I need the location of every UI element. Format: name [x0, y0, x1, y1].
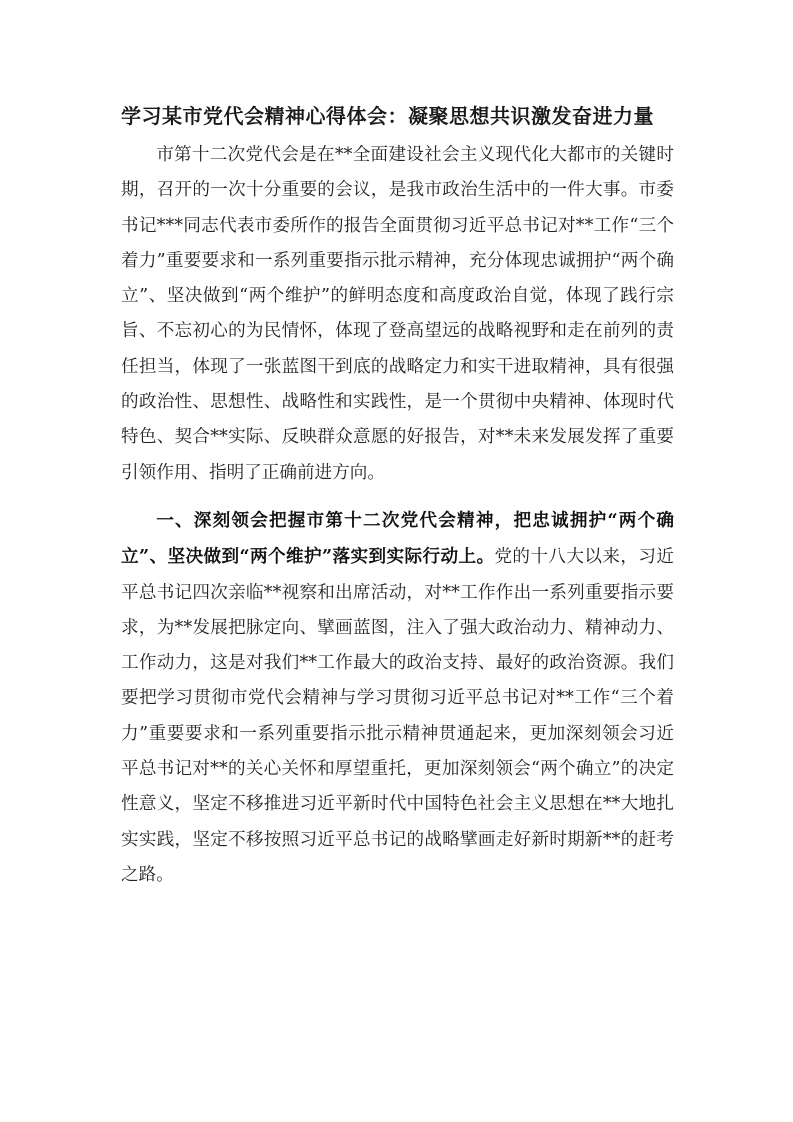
intro-paragraph: 市第十二次党代会是在**全面建设社会主义现代化大都市的关键时期，召开的一次十分重要的会议，是我市政治生活中的一件大事。市委书记***同志代表市委所作的报告全面贯彻习近平总书记对**工作“三个着力”重要要求和一系列重要指示批示精神，充分体现忠诚拥护“两个确立”、坚决做到“两个维护”的鲜明态度和高度政治自觉，体现了践行宗旨、不忘初心的为民情怀，体现了登高望远的战略视野和走在前列的责任担当，体现了一张蓝图干到底的战略定力和实干进取精神，具有很强的政治性、思想性、战略性和实践性，是一个贯彻中央精神、体现时代特色、契合**实际、反映群众意愿的好报告，对**未来发展发挥了重要引领作用、指明了正确前进方向。	[121, 145, 674, 483]
section-1-paragraph	[121, 503, 674, 893]
document-body	[121, 100, 674, 905]
document-title: 学习某市党代会精神心得体会：凝聚思想共识激发奋进力量	[121, 104, 654, 128]
section-1-body: 党的十八大以来，习近平总书记四次亲临**视察和出席活动，对**工作作出一系列重要指示要求，为**发展把脉定向、擘画蓝图，注入了强大政治动力、精神动力、工作动力，这是对我们**工作最大的政治支持、最好的政治资源。我们要把学习贯彻市党代会精神与学习贯彻习近平总书记对**工作“三个着力”重要要求和一系列重要指示批示精神贯通起来，更加深刻领会习近平总书记对**的关心关怀和厚望重托，更加深刻领会“两个确立”的决定性意义，坚定不移推进习近平新时代中国特色社会主义思想在**大地扎实实践，坚定不移按照习近平总书记的战略擘画走好新时期新**的赶考之路。	[121, 547, 674, 885]
section-1-heading: 一、深刻领会把握市第十二次党代会精神，把忠诚拥护“两个确立”、坚决做到“两个维护”落实到实际行动上。	[121, 509, 674, 568]
